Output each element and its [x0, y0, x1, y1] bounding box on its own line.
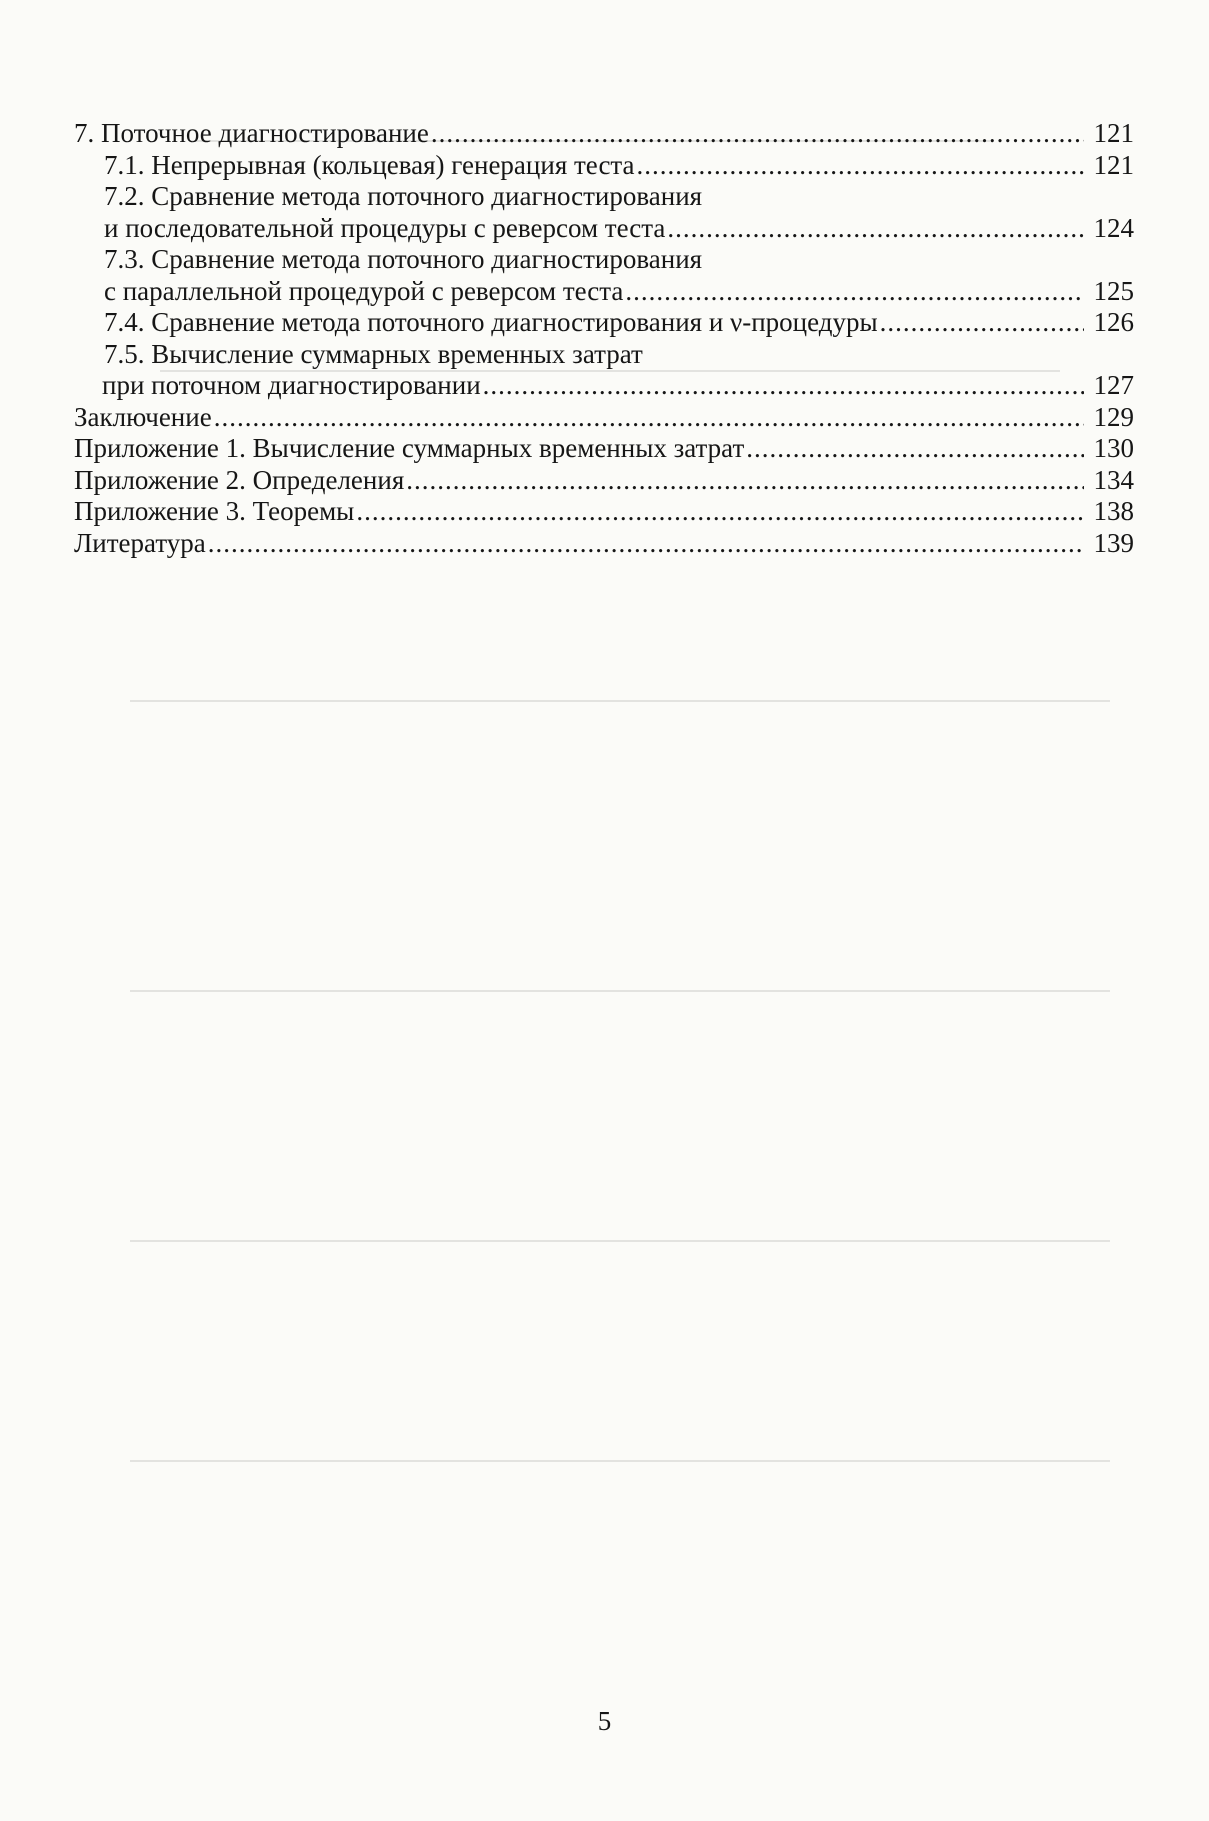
toc-entry-title: при поточном диагностировании — [102, 370, 481, 400]
toc-entry[interactable] — [74, 496, 1134, 528]
toc-entry[interactable] — [74, 118, 1134, 150]
toc-entry[interactable] — [74, 150, 1134, 182]
dot-leader — [746, 433, 1084, 465]
toc-entry-title: Приложение 2. Определения — [74, 464, 405, 495]
toc-entry-page: 134 — [1093, 464, 1134, 495]
toc-entry-title: 7.1. Непрерывная (кольцевая) генерация теста — [104, 149, 635, 180]
toc-entry-page: 126 — [1093, 307, 1134, 337]
toc-entry-title-line1: 7.5. Вычисление суммарных временных затрат — [104, 338, 643, 369]
dot-leader — [356, 496, 1084, 528]
toc-entry-page: 129 — [1093, 401, 1134, 432]
toc-entry-page: 121 — [1093, 149, 1134, 180]
toc-entry-page: 121 — [1093, 118, 1134, 148]
dot-leader — [214, 402, 1084, 434]
toc-entry-page: 138 — [1093, 496, 1134, 526]
toc-entry-page: 124 — [1093, 212, 1134, 243]
toc-entry[interactable] — [74, 433, 1134, 465]
toc-entry-page: 127 — [1093, 370, 1134, 400]
toc-entry-title: Заключение — [74, 401, 212, 432]
toc-entry-title: и последовательной процедуры с реверсом теста — [104, 212, 666, 243]
toc-entry-title: Приложение 3. Теоремы — [74, 496, 355, 526]
dot-leader — [637, 150, 1084, 182]
toc-entry-page: 125 — [1093, 275, 1134, 306]
toc-entry-page: 130 — [1093, 433, 1134, 463]
toc-entry[interactable] — [74, 213, 1134, 245]
page-number: 5 — [597, 1706, 612, 1736]
dot-leader — [880, 307, 1084, 339]
dot-leader — [667, 213, 1084, 245]
table-of-contents — [74, 118, 1134, 559]
toc-entry[interactable] — [74, 370, 1134, 402]
toc-entry[interactable] — [74, 307, 1134, 339]
toc-entry[interactable] — [74, 465, 1134, 497]
toc-entry-title: 7. Поточное диагностирование — [74, 118, 429, 148]
dot-leader — [208, 528, 1084, 560]
toc-entry-title: Литература — [74, 527, 206, 558]
toc-entry-title: 7.4. Сравнение метода поточного диагностирования и ν-процедуры — [104, 307, 878, 337]
toc-entry-title: с параллельной процедурой с реверсом теста — [104, 275, 624, 306]
dot-leader — [483, 370, 1084, 402]
toc-entry-title-line1: 7.3. Сравнение метода поточного диагностирования — [104, 244, 703, 274]
toc-entry-title: Приложение 1. Вычисление суммарных временных затрат — [74, 433, 745, 463]
dot-leader — [625, 276, 1084, 308]
toc-entry[interactable] — [74, 276, 1134, 308]
toc-entry-title-line1: 7.2. Сравнение метода поточного диагностирования — [104, 181, 703, 211]
toc-entry[interactable] — [74, 528, 1134, 560]
dot-leader — [406, 465, 1084, 497]
toc-entry[interactable] — [74, 402, 1134, 434]
dot-leader — [431, 118, 1084, 150]
toc-entry-page: 139 — [1093, 527, 1134, 558]
